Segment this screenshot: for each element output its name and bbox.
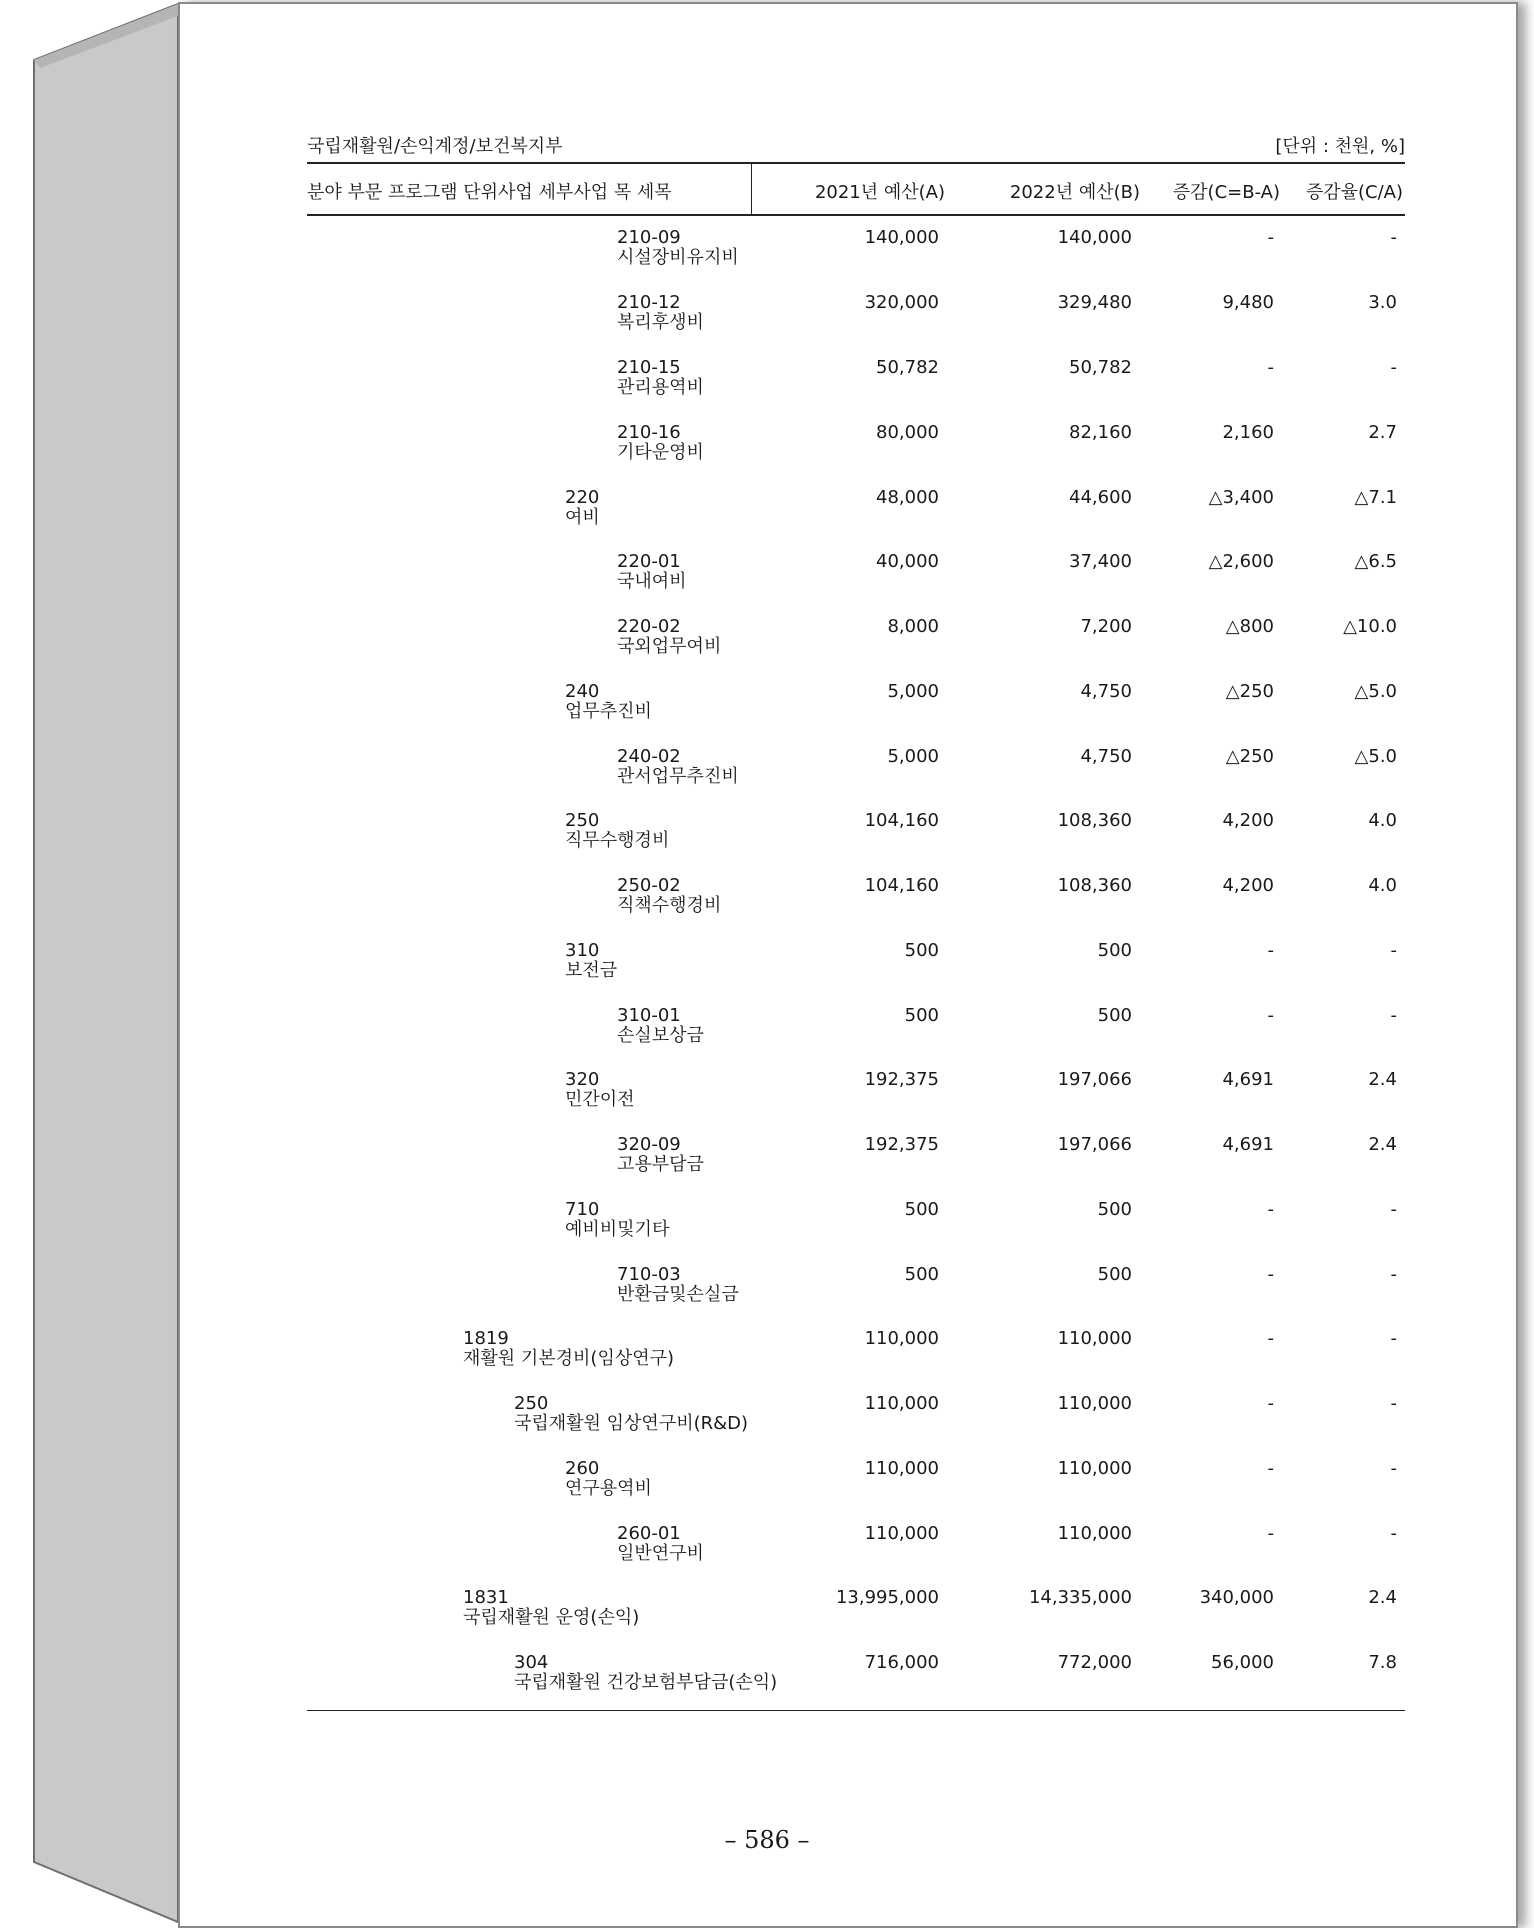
table-row: [307, 1524, 1405, 1588]
change-rate-value: -: [1390, 1458, 1397, 1479]
budget-2022-value: 110,000: [1057, 1458, 1132, 1479]
table-header: [307, 164, 1405, 214]
change-rate-value: -: [1390, 1393, 1397, 1414]
table-row: [307, 1200, 1405, 1264]
change-value: -: [1267, 1005, 1274, 1026]
budget-2022-value: 110,000: [1057, 1393, 1132, 1414]
change-rate-value: 3.0: [1368, 292, 1397, 313]
table-row: [307, 228, 1405, 292]
table-row: [307, 1006, 1405, 1070]
change-value: -: [1267, 1264, 1274, 1285]
table-row: [307, 941, 1405, 1005]
table-row: [307, 1329, 1405, 1393]
item-code: 240-02: [617, 746, 681, 767]
change-rate-value: △5.0: [1354, 681, 1397, 702]
item-code: 260-01: [617, 1523, 681, 1544]
table-row: [307, 747, 1405, 811]
item-code: 250-02: [617, 875, 681, 896]
item-name: 고용부담금: [617, 1154, 704, 1175]
budget-2021-value: 40,000: [876, 551, 939, 572]
header-budget-2022: 2022년 예산(B): [1009, 182, 1140, 203]
change-value: 4,200: [1222, 810, 1274, 831]
change-value: -: [1267, 1523, 1274, 1544]
change-rate-value: 2.7: [1368, 422, 1397, 443]
item-code: 250: [514, 1393, 549, 1414]
page-number: – 586 –: [724, 1826, 810, 1854]
item-name: 관리용역비: [617, 377, 704, 398]
item-name: 연구용역비: [565, 1478, 652, 1499]
table-row: [307, 1459, 1405, 1523]
budget-2022-value: 44,600: [1069, 487, 1132, 508]
budget-2022-value: 772,000: [1057, 1652, 1132, 1673]
header-bottom-rule: [307, 214, 1405, 216]
change-rate-value: -: [1390, 357, 1397, 378]
change-value: 56,000: [1211, 1652, 1274, 1673]
budget-2021-value: 48,000: [876, 487, 939, 508]
table-caption: [307, 132, 1405, 158]
item-name: 민간이전: [565, 1089, 635, 1110]
budget-2022-value: 110,000: [1057, 1328, 1132, 1349]
change-value: △250: [1225, 746, 1274, 767]
table-row: [307, 617, 1405, 681]
table-row: [307, 1070, 1405, 1134]
table-row: [307, 293, 1405, 357]
change-rate-value: -: [1390, 1264, 1397, 1285]
item-name: 관서업무추진비: [617, 766, 739, 787]
item-name: 직책수행경비: [617, 895, 722, 916]
change-value: △2,600: [1208, 551, 1274, 572]
change-rate-value: -: [1390, 1005, 1397, 1026]
table-row: [307, 811, 1405, 875]
item-name: 기타운영비: [617, 442, 704, 463]
budget-2022-value: 197,066: [1057, 1134, 1132, 1155]
change-value: △250: [1225, 681, 1274, 702]
change-rate-value: -: [1390, 1199, 1397, 1220]
item-code: 320: [565, 1069, 600, 1090]
item-code: 250: [565, 810, 600, 831]
change-value: 340,000: [1199, 1587, 1274, 1608]
change-rate-value: -: [1390, 227, 1397, 248]
item-code: 220: [565, 487, 600, 508]
change-value: 4,691: [1222, 1134, 1274, 1155]
item-code: 240: [565, 681, 600, 702]
budget-2021-value: 500: [904, 1005, 939, 1026]
table-row: [307, 423, 1405, 487]
table-row: [307, 1135, 1405, 1199]
header-column-divider: [751, 164, 752, 214]
item-name: 국립재활원 운영(손익): [463, 1607, 640, 1628]
budget-2022-value: 4,750: [1080, 746, 1132, 767]
item-name: 여비: [565, 507, 600, 528]
budget-2022-value: 4,750: [1080, 681, 1132, 702]
item-code: 210-16: [617, 422, 681, 443]
budget-2021-value: 500: [904, 1264, 939, 1285]
budget-2021-value: 140,000: [864, 227, 939, 248]
budget-2022-value: 110,000: [1057, 1523, 1132, 1544]
item-name: 보전금: [565, 960, 618, 981]
item-name: 직무수행경비: [565, 830, 670, 851]
header-budget-2021: 2021년 예산(A): [814, 182, 945, 203]
budget-2022-value: 329,480: [1057, 292, 1132, 313]
budget-2022-value: 500: [1097, 1264, 1132, 1285]
budget-2022-value: 197,066: [1057, 1069, 1132, 1090]
change-rate-value: 2.4: [1368, 1069, 1397, 1090]
item-code: 1819: [463, 1328, 509, 1349]
budget-2022-value: 108,360: [1057, 875, 1132, 896]
change-value: 9,480: [1222, 292, 1274, 313]
item-name: 반환금및손실금: [617, 1284, 739, 1305]
table-row: [307, 1588, 1405, 1652]
change-value: -: [1267, 1393, 1274, 1414]
budget-2021-value: 500: [904, 940, 939, 961]
item-name: 복리후생비: [617, 312, 704, 333]
change-rate-value: △10.0: [1343, 616, 1397, 637]
change-value: -: [1267, 940, 1274, 961]
item-code: 310-01: [617, 1005, 681, 1026]
table-row: [307, 1653, 1405, 1717]
change-rate-value: -: [1390, 940, 1397, 961]
item-name: 시설장비유지비: [617, 247, 739, 268]
budget-2021-value: 13,995,000: [835, 1587, 939, 1608]
unit-label: [단위 : 천원, %]: [1275, 136, 1405, 157]
budget-2022-value: 37,400: [1069, 551, 1132, 572]
budget-2021-value: 5,000: [887, 681, 939, 702]
header-change: 증감(C=B-A): [1172, 182, 1280, 203]
budget-2022-value: 7,200: [1080, 616, 1132, 637]
change-rate-value: -: [1390, 1523, 1397, 1544]
change-rate-value: 2.4: [1368, 1587, 1397, 1608]
change-value: -: [1267, 357, 1274, 378]
budget-2021-value: 104,160: [864, 810, 939, 831]
change-value: -: [1267, 1199, 1274, 1220]
table-row: [307, 358, 1405, 422]
change-value: △3,400: [1208, 487, 1274, 508]
budget-2021-value: 50,782: [876, 357, 939, 378]
budget-2022-value: 108,360: [1057, 810, 1132, 831]
organization-title: 국립재활원/손익계정/보건복지부: [307, 136, 563, 157]
budget-2021-value: 80,000: [876, 422, 939, 443]
item-code: 710: [565, 1199, 600, 1220]
item-name: 국외업무여비: [617, 636, 722, 657]
item-name: 국립재활원 건강보험부담금(손익): [514, 1672, 778, 1693]
table-row: [307, 1265, 1405, 1329]
table-bottom-rule: [307, 1710, 1405, 1711]
item-code: 220-01: [617, 551, 681, 572]
table-row: [307, 682, 1405, 746]
budget-2021-value: 104,160: [864, 875, 939, 896]
budget-2021-value: 8,000: [887, 616, 939, 637]
budget-2021-value: 500: [904, 1199, 939, 1220]
item-code: 210-15: [617, 357, 681, 378]
change-value: -: [1267, 1328, 1274, 1349]
budget-2021-value: 5,000: [887, 746, 939, 767]
item-name: 일반연구비: [617, 1543, 704, 1564]
budget-2021-value: 110,000: [864, 1523, 939, 1544]
budget-2022-value: 82,160: [1069, 422, 1132, 443]
item-name: 국내여비: [617, 571, 687, 592]
item-code: 210-09: [617, 227, 681, 248]
budget-2021-value: 192,375: [864, 1069, 939, 1090]
budget-2021-value: 320,000: [864, 292, 939, 313]
table-row: [307, 876, 1405, 940]
change-value: 2,160: [1222, 422, 1274, 443]
budget-2021-value: 110,000: [864, 1328, 939, 1349]
change-rate-value: △7.1: [1354, 487, 1397, 508]
change-rate-value: 4.0: [1368, 810, 1397, 831]
table-row: [307, 552, 1405, 616]
change-rate-value: -: [1390, 1328, 1397, 1349]
item-name: 예비비및기타: [565, 1219, 670, 1240]
budget-2022-value: 14,335,000: [1028, 1587, 1132, 1608]
change-rate-value: △5.0: [1354, 746, 1397, 767]
item-code: 260: [565, 1458, 600, 1479]
change-rate-value: △6.5: [1354, 551, 1397, 572]
budget-2022-value: 500: [1097, 1199, 1132, 1220]
item-name: 재활원 기본경비(임상연구): [463, 1348, 675, 1369]
budget-2022-value: 500: [1097, 940, 1132, 961]
item-name: 국립재활원 임상연구비(R&D): [514, 1413, 749, 1434]
budget-2021-value: 110,000: [864, 1458, 939, 1479]
budget-2022-value: 500: [1097, 1005, 1132, 1026]
change-rate-value: 2.4: [1368, 1134, 1397, 1155]
budget-2021-value: 716,000: [864, 1652, 939, 1673]
budget-2022-value: 140,000: [1057, 227, 1132, 248]
change-value: 4,200: [1222, 875, 1274, 896]
change-value: -: [1267, 1458, 1274, 1479]
change-value: -: [1267, 227, 1274, 248]
change-rate-value: 4.0: [1368, 875, 1397, 896]
header-change-rate: 증감율(C/A): [1305, 182, 1403, 203]
change-value: △800: [1225, 616, 1274, 637]
budget-2021-value: 192,375: [864, 1134, 939, 1155]
table-row: [307, 488, 1405, 552]
change-value: 4,691: [1222, 1069, 1274, 1090]
item-code: 310: [565, 940, 600, 961]
item-code: 710-03: [617, 1264, 681, 1285]
item-name: 손실보상금: [617, 1025, 704, 1046]
item-name: 업무추진비: [565, 701, 652, 722]
header-category: 분야 부문 프로그램 단위사업 세부사업 목 세목: [307, 182, 672, 203]
item-code: 210-12: [617, 292, 681, 313]
item-code: 220-02: [617, 616, 681, 637]
item-code: 320-09: [617, 1134, 681, 1155]
item-code: 1831: [463, 1587, 509, 1608]
item-code: 304: [514, 1652, 549, 1673]
table-row: [307, 1394, 1405, 1458]
budget-2022-value: 50,782: [1069, 357, 1132, 378]
budget-2021-value: 110,000: [864, 1393, 939, 1414]
change-rate-value: 7.8: [1368, 1652, 1397, 1673]
